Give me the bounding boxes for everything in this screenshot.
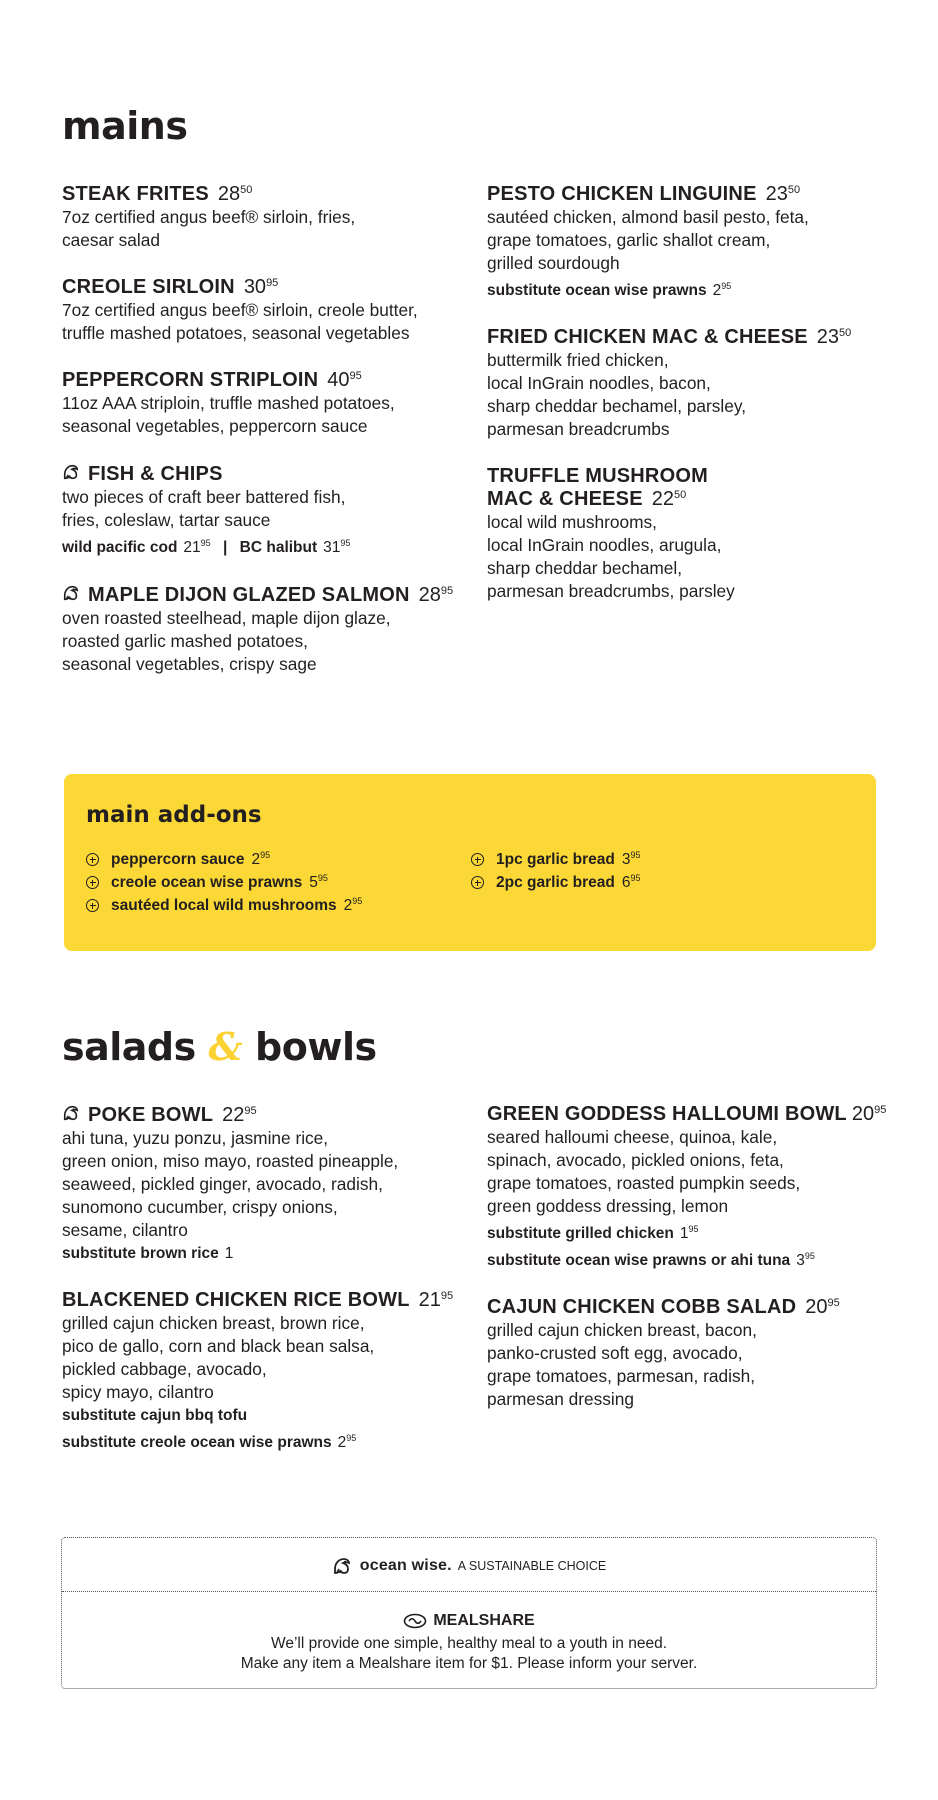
ocean-wise-row [62,1556,876,1576]
item-description: grilled cajun chicken breast, bacon, panko-crusted soft egg, avocado, grape tomatoes, parmesan, radish, parmesan dressing [487,1320,757,1410]
mealshare-row [62,1612,876,1630]
addons-left-list [86,848,362,917]
addon-item: sautéed local wild mushrooms $2^{95}$ [86,894,362,917]
item-price: $40^{95}$ [327,369,362,391]
addon-item: 2pc garlic bread $6^{95}$ [471,871,641,894]
plus-circle-icon [471,853,484,866]
item-description: grilled cajun chicken breast, brown rice, pico de gallo, corn and black bean salsa, pickled cabbage, avocado, spicy mayo, cilantro [62,1313,375,1402]
fish-icon [62,584,80,602]
item-substitute: substitute ocean wise prawns or ahi tuna $3^{95}$ [487,1251,815,1270]
item-description: 11oz AAA striploin, truffle mashed potatoes, seasonal vegetables, peppercorn sauce [62,393,395,436]
plus-circle-icon [86,899,99,912]
item-name: PESTO CHICKEN LINGUINE [487,183,757,205]
item-name: TRUFFLE MUSHROOM [487,465,708,488]
item-price: $28^{50}$ [217,183,253,205]
fish-icon [62,463,80,481]
menu-item [62,1103,472,1265]
menu-item [487,326,907,441]
item-name: MAPLE DIJON GLAZED SALMON [88,584,410,607]
item-price: $30^{95}$ [243,276,279,298]
item-substitute: substitute ocean wise prawns $2^{95}$ [487,281,732,300]
item-substitute: substitute creole ocean wise prawns $2^{95}$ [62,1433,357,1452]
menu-item [62,1289,472,1454]
menu-item [62,583,462,676]
item-name: CREOLE SIRLOIN [62,276,235,298]
menu-item [62,276,462,345]
item-description: 7oz certified angus beef® sirloin, fries, caesar salad [62,207,356,250]
footer-box [61,1537,877,1689]
item-price: $23^{50}$ [765,183,801,205]
mealshare-icon [403,1613,427,1629]
item-name: FISH & CHIPS [88,463,223,485]
item-description: buttermilk fried chicken, local InGrain noodles, bacon, sharp cheddar bechamel, parsley, parmesan breadcrumbs [487,350,747,440]
item-price: $21^{95}$ [418,1289,454,1311]
menu-item [487,183,907,302]
fish-icon [62,1104,80,1122]
item-description: local wild mushrooms, local InGrain noodles, arugula, sharp cheddar bechamel, parmesan breadcrumbs, parsley [487,512,735,602]
item-substitute: substitute cajun bbq tofu [62,1407,248,1424]
plus-circle-icon [86,853,99,866]
mealshare-description: We’ll provide one simple, healthy meal to a youth in need. Make any item a Mealshare item for $1. Please inform your server. [240,1635,698,1672]
salads-left-column [62,1103,472,1478]
item-name: CAJUN CHICKEN COBB SALAD [487,1296,797,1319]
item-options: wild pacific cod $21^{95}$ | BC halibut $31^{95}$ [62,538,351,557]
ocean-wise-brand: ocean wise. [359,1557,452,1574]
menu-item [487,465,907,603]
item-name: STEAK FRITES [62,183,209,205]
item-price: $20^{95}$ [851,1103,887,1125]
item-name: GREEN GODDESS HALLOUMI BOWL [487,1103,847,1125]
fish-icon [332,1556,352,1576]
item-name: FRIED CHICKEN MAC & CHEESE [487,326,808,349]
item-price: $22^{95}$ [222,1104,257,1126]
ocean-wise-tagline: A SUSTAINABLE CHOICE [457,1559,607,1573]
addon-item: 1pc garlic bread $3^{95}$ [471,848,641,871]
item-name: BLACKENED CHICKEN RICE BOWL [62,1289,410,1311]
menu-item [487,1103,907,1272]
addons-right-list [471,848,641,894]
mealshare-title: MEALSHARE [433,1612,535,1629]
item-name: MAC & CHEESE [487,488,643,511]
item-description: oven roasted steelhead, maple dijon glaze, roasted garlic mashed potatoes, seasonal vegetables, crispy sage [62,608,391,675]
item-description: two pieces of craft beer battered fish, fries, coleslaw, tartar sauce [62,487,346,530]
menu-item [487,1296,907,1411]
plus-circle-icon [86,876,99,889]
menu-item [62,183,462,252]
item-price: $20^{95}$ [805,1296,840,1319]
item-description: 7oz certified angus beef® sirloin, creole butter, truffle mashed potatoes, seasonal vegetables [62,300,418,343]
addon-item: creole ocean wise prawns $5^{95}$ [86,871,362,894]
item-name: PEPPERCORN STRIPLOIN [62,369,319,391]
section-title-mains: mains [62,104,188,148]
item-name: POKE BOWL [88,1104,214,1126]
item-description: seared halloumi cheese, quinoa, kale, spinach, avocado, pickled onions, feta, grape tomatoes, roasted pumpkin seeds, green goddess dressing, lemon [487,1127,801,1216]
mains-left-column [62,183,462,700]
item-description: sautéed chicken, almond basil pesto, feta, grape tomatoes, garlic shallot cream, grilled sourdough [487,207,809,273]
addons-title: main add-ons [86,802,262,828]
item-substitute: substitute brown rice 1 [62,1245,234,1262]
menu-item [62,369,462,438]
item-description: ahi tuna, yuzu ponzu, jasmine rice, green onion, miso mayo, roasted pineapple, seaweed, pickled ginger, avocado, radish, sunomono cucumber, crispy onions, sesame, cilantro [62,1128,399,1240]
salads-right-column [487,1103,907,1435]
divider [62,1591,876,1592]
section-title-salads-bowls: salads & bowls [62,1024,377,1069]
main-addons-panel [64,774,876,951]
addon-item: peppercorn sauce $2^{95}$ [86,848,362,871]
mains-right-column [487,183,907,627]
item-price: $28^{95}$ [418,584,454,607]
item-price: $22^{50}$ [651,488,687,511]
item-price: $23^{50}$ [816,326,852,349]
menu-item [62,462,462,559]
item-substitute: substitute grilled chicken $1^{95}$ [487,1224,699,1243]
plus-circle-icon [471,876,484,889]
